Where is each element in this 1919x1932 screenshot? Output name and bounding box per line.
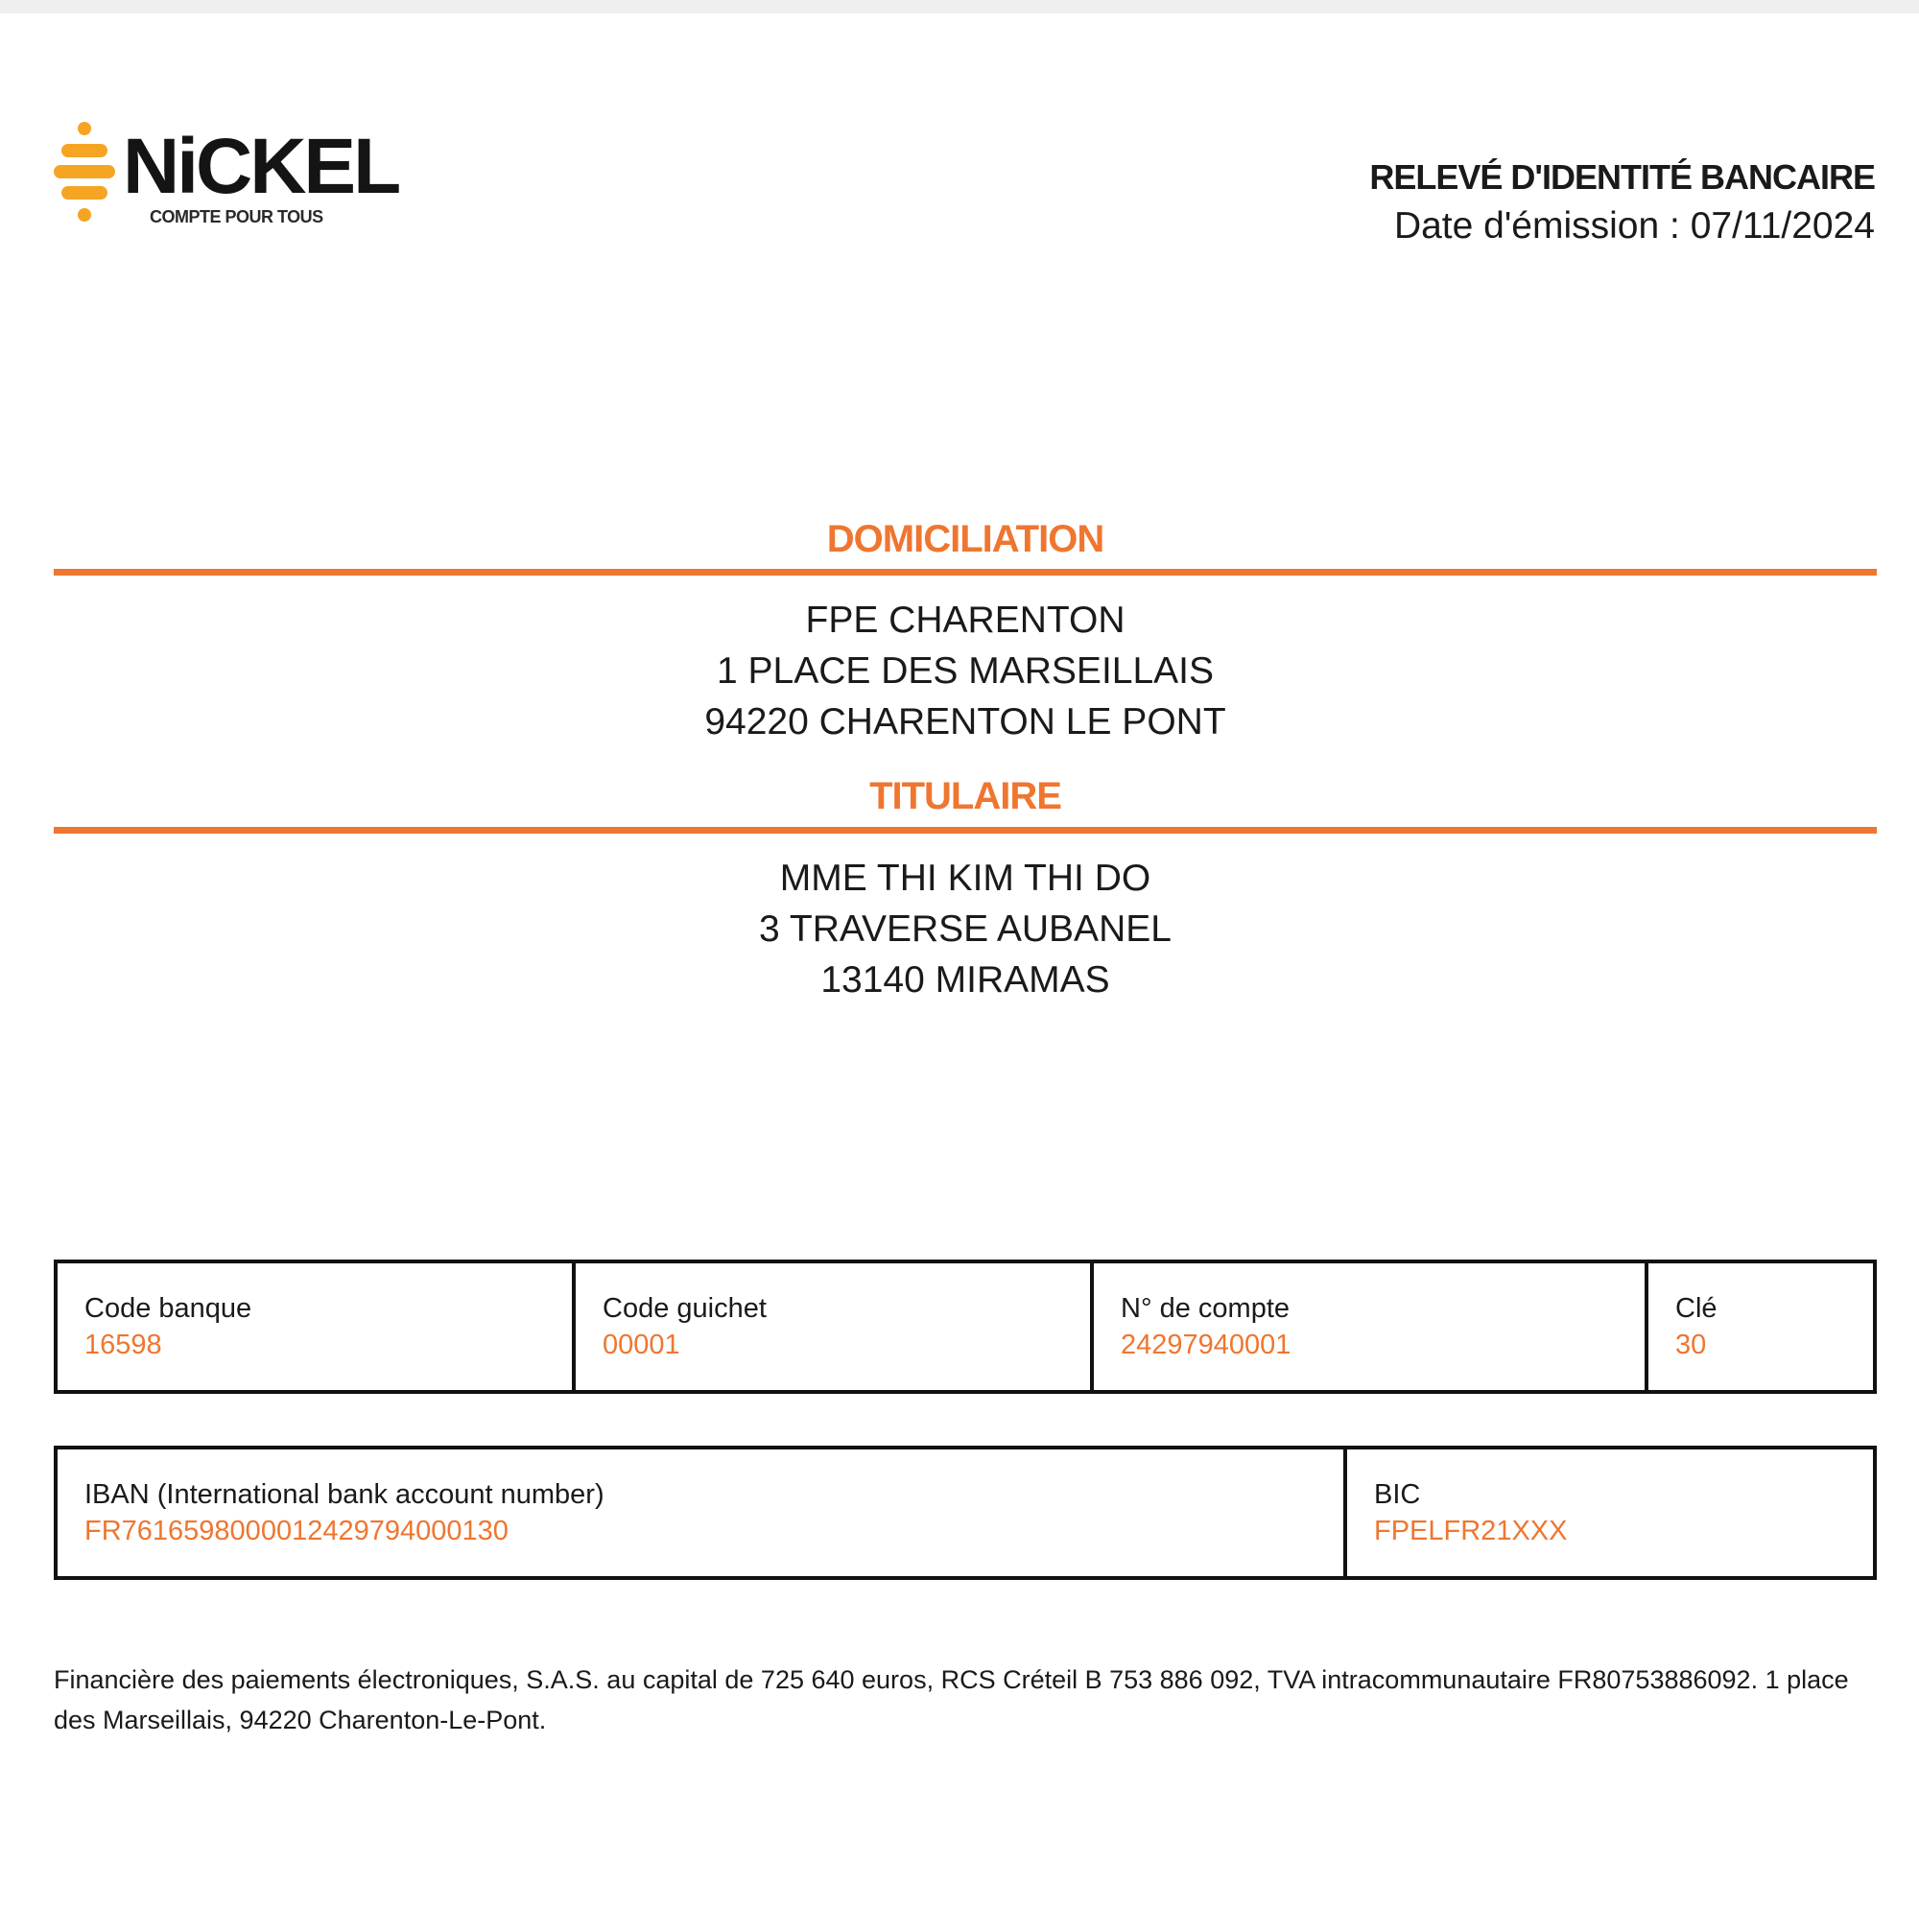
domiciliation-address: [54, 595, 1877, 747]
domiciliation-line: 94220 CHARENTON LE PONT: [704, 701, 1226, 742]
titulaire-divider: [54, 827, 1877, 834]
domiciliation-line: FPE CHARENTON: [805, 600, 1125, 641]
issue-date-label: Date d'émission :: [1393, 205, 1680, 247]
bic-value: FPELFR21XXX: [1374, 1516, 1568, 1546]
titulaire-line: 3 TRAVERSE AUBANEL: [759, 908, 1172, 950]
issue-date: [1394, 205, 1875, 247]
bic-cell: [1347, 1449, 1873, 1576]
cle-cell: [1648, 1263, 1873, 1390]
account-number-cell: [1094, 1263, 1648, 1390]
titulaire-address: [54, 853, 1877, 1005]
code-guichet-value: 00001: [603, 1330, 680, 1360]
issue-date-value: 07/11/2024: [1690, 205, 1875, 247]
legal-footer: Financière des paiements électroniques, S.A.S. au capital de 725 640 euros, RCS Créteil B 753 886 092, TVA intracommunautaire FR80753886092. 1 place des Marseillais, 94220 Charenton-Le-Pont.: [54, 1665, 1849, 1734]
bic-label: BIC: [1374, 1479, 1421, 1510]
titulaire-line: MME THI KIM THI DO: [779, 858, 1151, 899]
cle-value: 30: [1675, 1330, 1707, 1360]
account-number-value: 24297940001: [1121, 1330, 1291, 1360]
iban-value: FR7616598000012429794000130: [84, 1516, 509, 1546]
logo-wordmark: NiCKEL: [123, 123, 399, 210]
iban-label: IBAN (International bank account number): [84, 1479, 604, 1510]
domiciliation-line: 1 PLACE DES MARSEILLAIS: [716, 650, 1215, 692]
iban-cell: [58, 1449, 1347, 1576]
iban-bic-table: [54, 1446, 1877, 1580]
logo-tagline: COMPTE POUR TOUS: [150, 207, 323, 226]
code-guichet-cell: [576, 1263, 1094, 1390]
code-guichet-label: Code guichet: [603, 1293, 767, 1324]
top-bar: [0, 0, 1919, 13]
titulaire-title: TITULAIRE: [869, 775, 1061, 817]
code-banque-value: 16598: [84, 1330, 162, 1360]
titulaire-line: 13140 MIRAMAS: [820, 959, 1110, 1001]
domiciliation-title: DOMICILIATION: [826, 518, 1104, 560]
account-number-label: N° de compte: [1121, 1293, 1291, 1324]
domiciliation-divider: [54, 569, 1877, 576]
cle-label: Clé: [1675, 1293, 1718, 1324]
code-banque-cell: [58, 1263, 576, 1390]
code-banque-label: Code banque: [84, 1293, 252, 1324]
bank-codes-table: [54, 1260, 1877, 1394]
nickel-stacked-bars-icon: [54, 121, 115, 228]
nickel-logo: [54, 121, 399, 236]
document-title: RELEVÉ D'IDENTITÉ BANCAIRE: [1369, 157, 1875, 197]
